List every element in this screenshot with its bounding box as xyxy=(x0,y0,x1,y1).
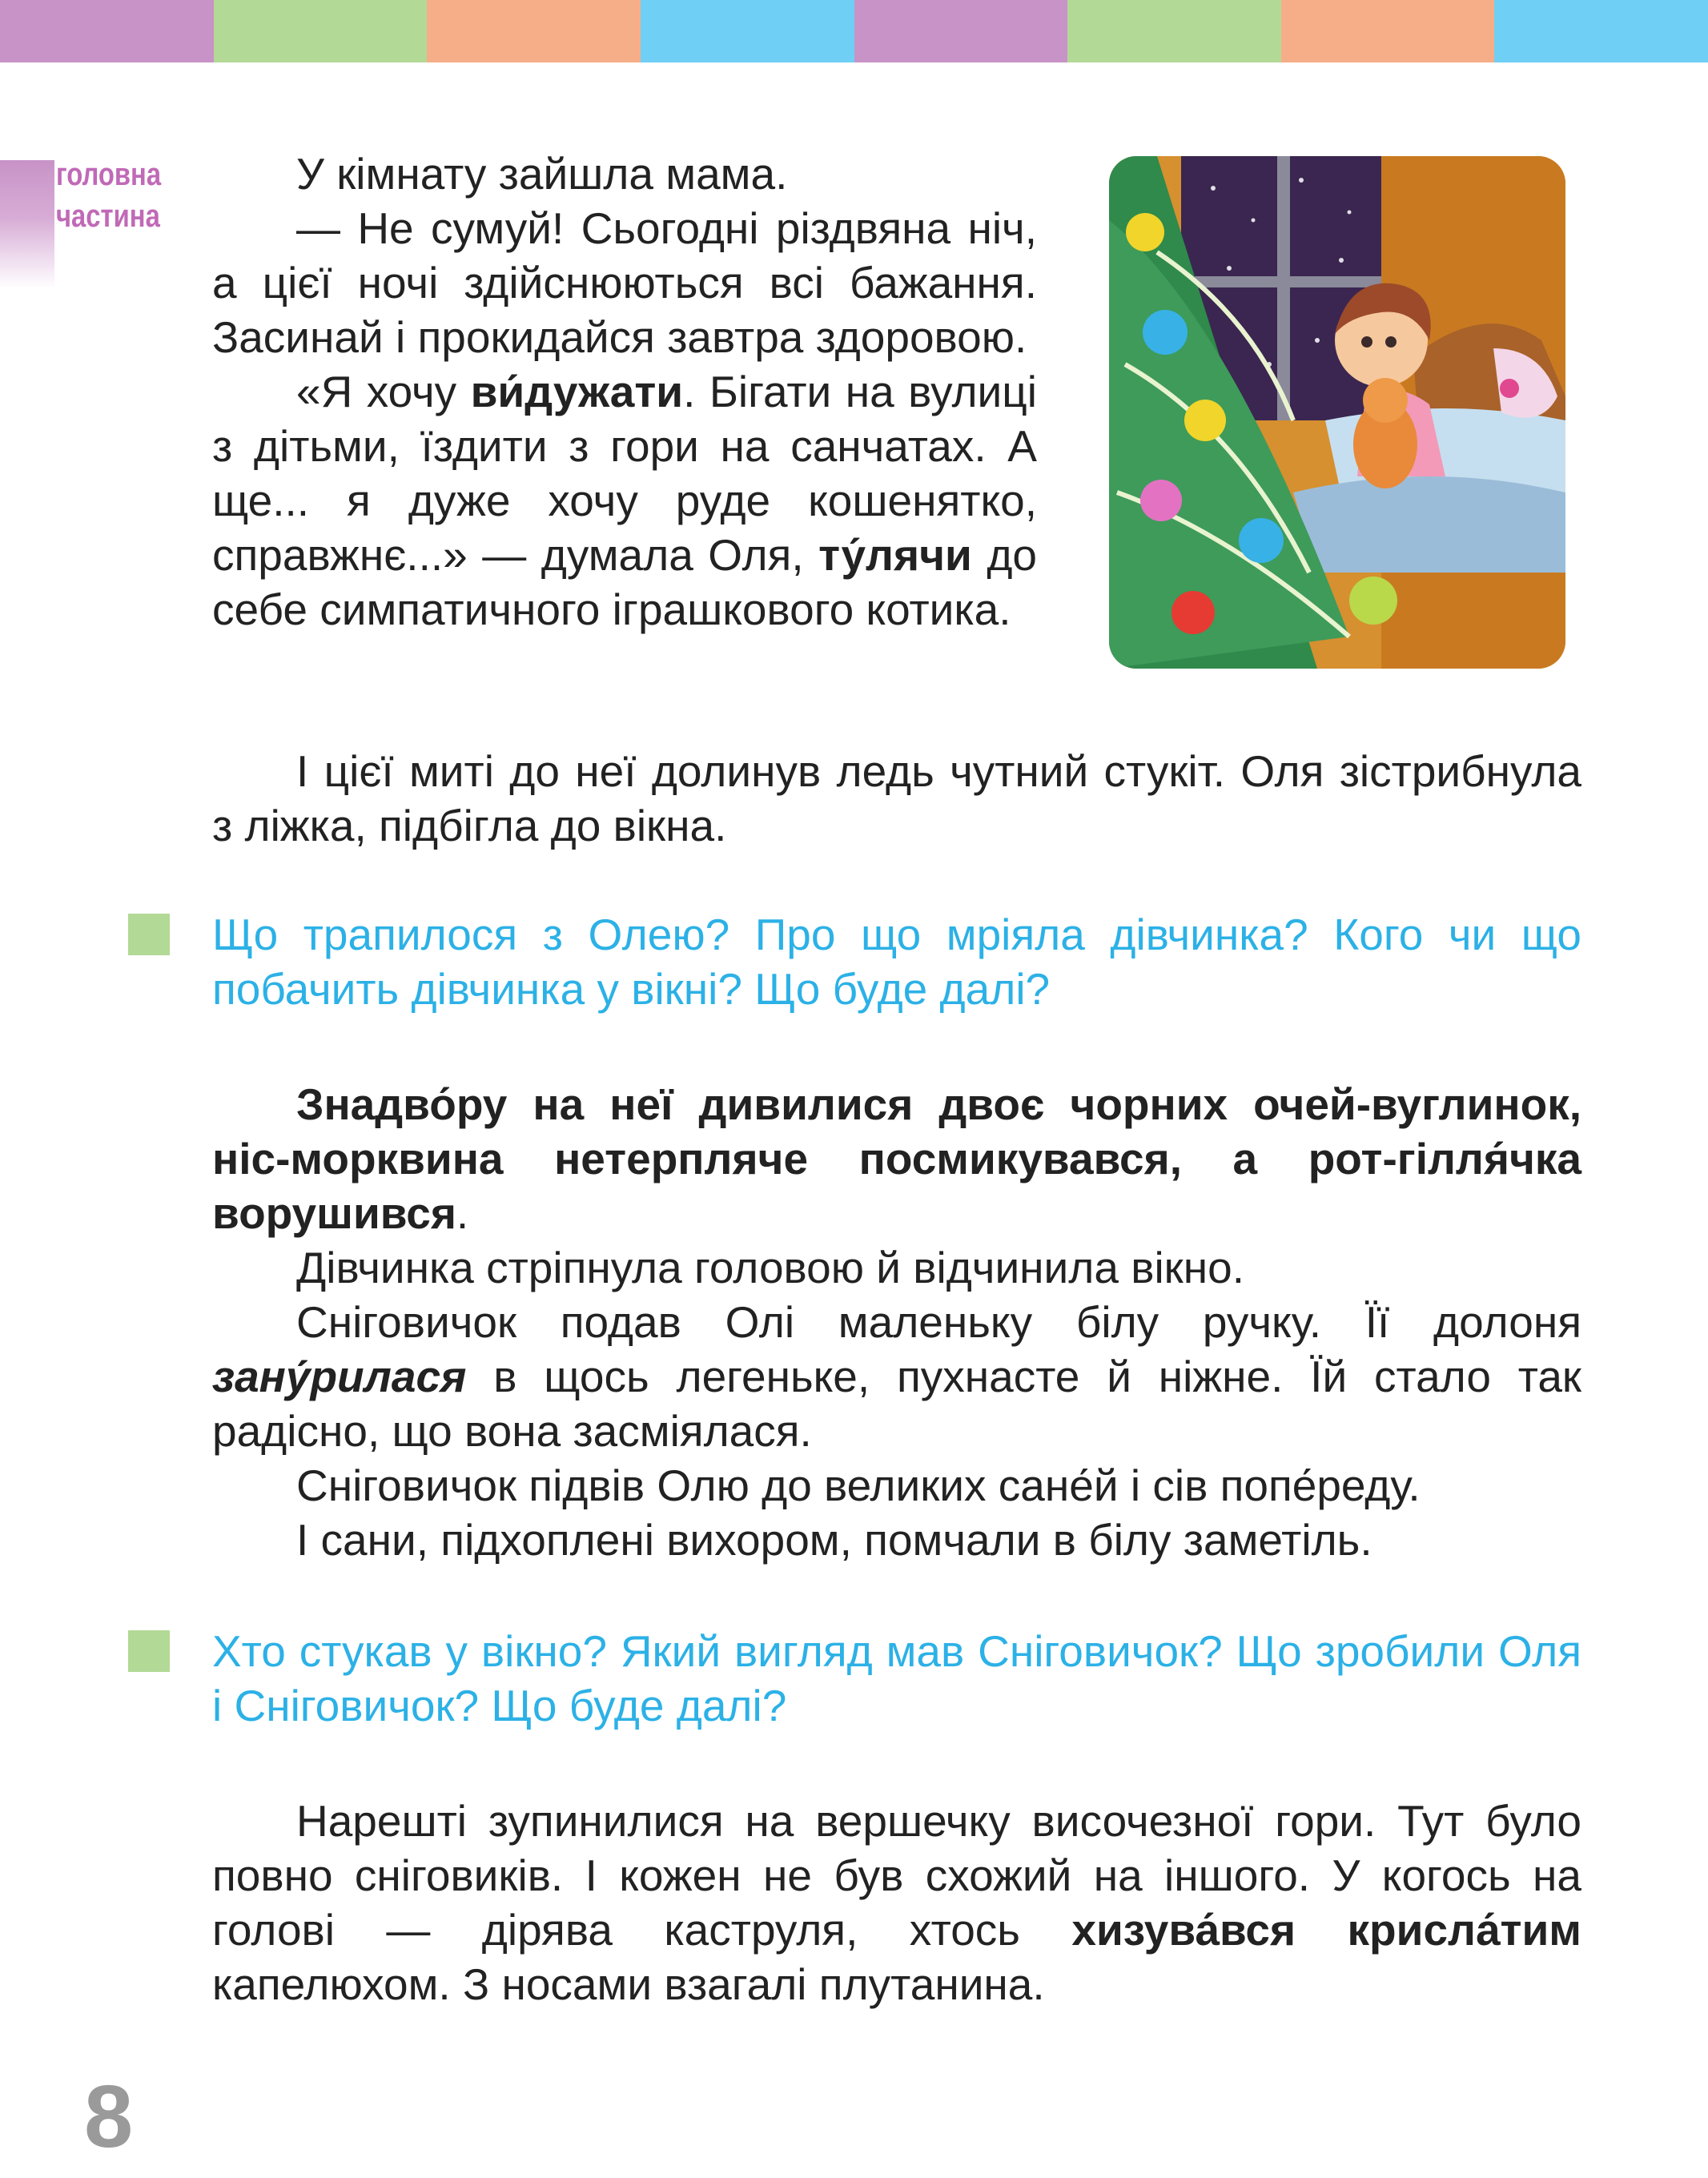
story-text-block-1 xyxy=(212,147,1037,637)
stripe-segment-7 xyxy=(1281,0,1495,62)
question-marker-square xyxy=(128,1630,170,1672)
keyword-tuliachy: ту́лячи xyxy=(818,530,972,580)
paragraph-1: У кімнату зайшла мама. xyxy=(296,149,788,199)
stripe-segment-8 xyxy=(1494,0,1708,62)
paragraph-4: І цієї миті до неї долинув ледь чутний стукіт. Оля зістрибнула з ліжка, підбігла до вікна. xyxy=(212,746,1581,850)
paragraph-3-part-a: «Я хочу xyxy=(296,367,471,416)
stripe-segment-5 xyxy=(854,0,1068,62)
story-text-block-2 xyxy=(212,744,1581,853)
paragraph-7 xyxy=(212,1295,1581,1458)
stripe-segment-1 xyxy=(0,0,214,62)
keyword-vyduzhaty: ви́дужати xyxy=(470,367,684,416)
story-text-block-3 xyxy=(212,1077,1581,1567)
paragraph-5-bold: Знадво́ру на неї дивилися двоє чорних очей-вуглинок, ніс-морквина нетерпляче посмикувався, а рот-гілля́чка ворушився xyxy=(212,1079,1581,1238)
paragraph-10-part-a: Нарешті зупинилися на вершечку височезної гори. Тут було повно сніговиків. І кожен не був схожий на іншого. У когось на голові — дірява каструля, хтось xyxy=(212,1796,1581,1955)
stripe-segment-2 xyxy=(214,0,428,62)
section-tab-marker xyxy=(0,160,54,288)
paragraph-5-end: . xyxy=(456,1188,469,1238)
story-text-block-4 xyxy=(212,1794,1581,2011)
stripe-segment-4 xyxy=(641,0,854,62)
keyword-khyzuvavsia-kryslatym: хизува́вся крисла́тим xyxy=(1071,1905,1581,1955)
paragraph-7-part-a: Сніговичок подав Олі маленьку білу ручку. Її долоня xyxy=(296,1297,1581,1347)
header-color-stripe xyxy=(0,0,1708,62)
question-block-1 xyxy=(128,907,1581,1016)
page-number: 8 xyxy=(84,2067,134,2166)
paragraph-6: Дівчинка стріпнула головою й відчинила вікно. xyxy=(296,1243,1244,1292)
question-1-text: Що трапилося з Олею? Про що мріяла дівчинка? Кого чи що побачить дівчинка у вікні? Що буде далі? xyxy=(212,910,1581,1014)
paragraph-2: — Не сумуй! Сьогодні різдвяна ніч, а цієї ночі здійснюються всі бажання. Засинай і прокидайся завтра здоровою. xyxy=(212,203,1037,362)
illustration-drawing xyxy=(1109,156,1565,669)
section-label xyxy=(56,154,161,237)
paragraph-8: Сніговичок підвів Олю до великих сане́й і сів попе́реду. xyxy=(296,1461,1421,1510)
paragraph-3-part-c: . Бігати на вулиці з дітьми, їздити з гори на санчатах. А ще... я дуже хочу руде кошенятко, справжнє...» — думала Оля, xyxy=(212,367,1037,580)
keyword-zanurylasia: зану́рилася xyxy=(212,1352,467,1401)
paragraph-5 xyxy=(212,1077,1581,1240)
paragraph-10 xyxy=(212,1794,1581,2011)
section-label-line-1: головна xyxy=(56,157,162,192)
question-marker-square xyxy=(128,914,170,955)
paragraph-3 xyxy=(212,364,1037,637)
paragraph-10-part-c: капелюхом. З носами взагалі плутанина. xyxy=(212,1959,1045,2009)
paragraph-7-part-c: в щось легеньке, пухнасте й ніжне. Їй стало так радісно, що вона засміялася. xyxy=(212,1352,1581,1456)
section-label-line-2: частина xyxy=(56,199,160,234)
question-block-2 xyxy=(128,1624,1581,1733)
stripe-segment-6 xyxy=(1067,0,1281,62)
question-2-text: Хто стукав у вікно? Який вигляд мав Сніговичок? Що зробили Оля і Сніговичок? Що буде далі? xyxy=(212,1626,1581,1730)
paragraph-3-part-e: до себе симпатичного іграшкового котика. xyxy=(212,530,1038,634)
stripe-segment-3 xyxy=(427,0,641,62)
girl-christmas-tree-illustration xyxy=(1109,156,1565,669)
paragraph-9: І сани, підхоплені вихором, помчали в білу заметіль. xyxy=(296,1515,1372,1565)
